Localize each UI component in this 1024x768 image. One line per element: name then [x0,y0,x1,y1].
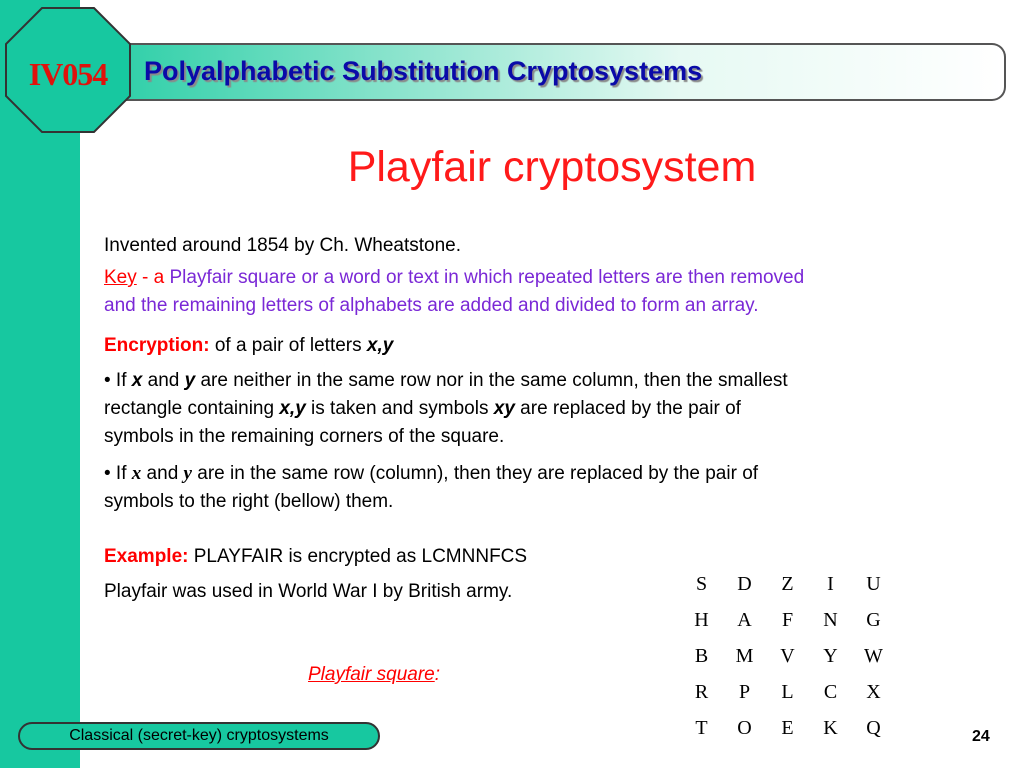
bullet1-line2-b: is taken and symbols [305,398,494,419]
bullet1-and: and [142,370,185,391]
square-caption-colon: : [434,664,441,685]
bullet2-rest1: are in the same row (column), then they are replaced by the pair of [191,463,759,484]
square-cell: L [781,680,794,703]
square-cell: H [694,608,709,631]
playfair-square-caption [308,664,440,686]
square-caption-text: Playfair square [308,664,435,685]
square-cell: S [695,572,708,595]
square-row [680,674,900,710]
encryption-label: Encryption [104,335,204,356]
key-label: Key [104,267,137,288]
square-cell: C [823,680,838,703]
bullet1-prefix: • If [104,370,132,391]
encryption-vars: x,y [366,335,394,356]
bullet2-line2: symbols to the right (bellow) them. [104,491,394,512]
square-row [680,602,900,638]
invented-line [104,232,461,260]
square-cell: P [738,680,751,703]
square-cell: A [737,608,752,631]
square-cell: U [866,572,881,595]
bullet2-x: x [131,463,142,484]
bullet1-xy2: xy [493,398,515,419]
square-cell: I [827,572,834,595]
bullet1-line3: symbols in the remaining corners of the square. [104,426,505,447]
bullet2-and: and [141,463,184,484]
course-badge [4,6,132,134]
footer-section-label: Classical (secret-key) cryptosystems [18,722,380,750]
square-cell: D [737,572,752,595]
square-cell: Q [866,716,881,739]
square-cell: G [866,608,881,631]
ww1-note: Playfair was used in World War I by British army. [104,581,513,602]
bullet2-y: y [183,463,192,484]
playfair-square [680,566,900,746]
banner-title: Polyalphabetic Substitution Cryptosystems [144,56,703,86]
square-cell: V [780,644,795,667]
square-cell: N [823,608,838,631]
ww1-line [104,578,512,606]
square-cell: Z [781,572,794,595]
square-row [680,638,900,674]
square-cell: F [781,608,794,631]
key-text-line1: Playfair square or a word or text in which repeated letters are then removed [169,267,805,288]
encryption-text: of a pair of letters [209,335,367,356]
square-row [680,566,900,602]
bullet1-xy: x,y [279,398,306,419]
bullet1-line2-c: are replaced by the pair of [514,398,741,419]
bullet1-line2-a: rectangle containing [104,398,280,419]
square-cell: M [735,644,754,667]
bullet1-y: y [184,370,196,391]
square-cell: K [823,716,838,739]
encryption-colon: : [203,335,210,356]
square-cell: B [694,644,709,667]
invented-text: Invented around 1854 by Ch. Wheatstone. [104,235,462,256]
key-dash: - a [136,267,170,288]
bullet-rectangle-rule [104,367,788,451]
example-text: PLAYFAIR is encrypted as LCMNNFCS [188,546,528,567]
page-number: 24 [972,728,990,745]
square-cell: W [864,644,883,667]
slide-heading: Playfair cryptosystem [347,143,757,191]
example-line [104,543,527,571]
bullet1-rest1: are neither in the same row nor in the same column, then the smallest [195,370,788,391]
square-cell: E [781,716,794,739]
square-cell: Y [823,644,838,667]
square-cell: T [695,716,708,739]
square-cell: R [694,680,709,703]
square-cell: O [737,716,752,739]
encryption-line [104,332,393,360]
key-paragraph [104,264,804,320]
square-row [680,710,900,746]
square-cell: X [866,680,881,703]
bullet-same-row-rule [104,460,758,516]
bullet2-prefix: • If [104,463,132,484]
key-text-line2: and the remaining letters of alphabets are added and divided to form an array. [104,295,759,316]
course-code: IV054 [28,56,108,92]
example-label: Example: [104,546,189,567]
bullet1-x: x [131,370,143,391]
